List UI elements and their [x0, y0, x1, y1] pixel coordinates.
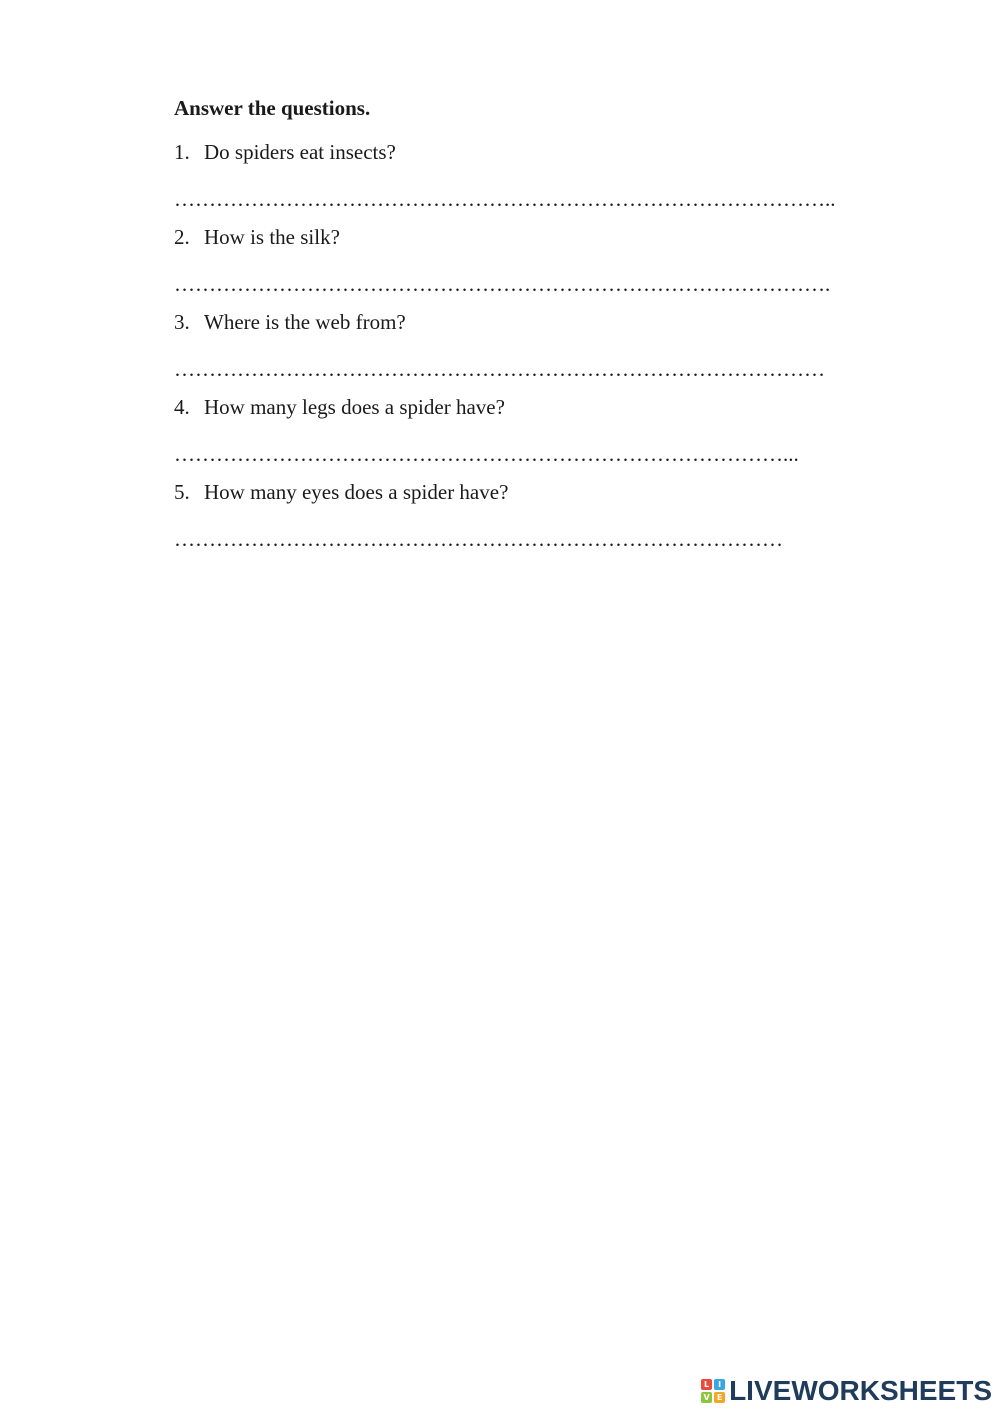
- worksheet: [174, 94, 894, 563]
- question-number: 5.: [174, 480, 190, 504]
- question-text: Do spiders eat insects?: [204, 140, 396, 164]
- question-item-1: [174, 138, 894, 213]
- answer-line-5[interactable]: ……………………………………………………………………………: [174, 527, 783, 551]
- liveworksheets-wordmark: LIVEWORKSHEETS: [729, 1375, 992, 1406]
- worksheet-heading: Answer the questions.: [174, 96, 371, 120]
- question-item-3: [174, 308, 894, 383]
- question-item-5: [174, 478, 894, 553]
- question-3: [174, 308, 894, 336]
- question-4: [174, 393, 894, 421]
- answer-line-3[interactable]: …………………………………………………………………………………: [174, 357, 825, 381]
- question-1: [174, 138, 894, 166]
- logo-letter-e: E: [714, 1392, 725, 1403]
- answer-line-4[interactable]: ……………………………………………………………………………...: [174, 442, 799, 466]
- question-item-2: [174, 223, 894, 298]
- question-5: [174, 478, 894, 506]
- question-text: Where is the web from?: [204, 310, 406, 334]
- question-2: [174, 223, 894, 251]
- question-text: How many legs does a spider have?: [204, 395, 505, 419]
- question-text: How many eyes does a spider have?: [204, 480, 509, 504]
- answer-line-1[interactable]: …………………………………………………………………………………..: [174, 187, 836, 211]
- liveworksheets-logo-icon: [701, 1379, 725, 1403]
- question-text: How is the silk?: [204, 225, 340, 249]
- question-number: 1.: [174, 140, 190, 164]
- question-number: 2.: [174, 225, 190, 249]
- logo-letter-i: I: [714, 1379, 725, 1390]
- question-item-4: [174, 393, 894, 468]
- liveworksheets-brand: [701, 1375, 992, 1407]
- question-number: 3.: [174, 310, 190, 334]
- question-number: 4.: [174, 395, 190, 419]
- logo-letter-v: V: [701, 1392, 712, 1403]
- logo-letter-l: L: [701, 1379, 712, 1390]
- answer-line-2[interactable]: ………………………………………………………………………………….: [174, 272, 831, 296]
